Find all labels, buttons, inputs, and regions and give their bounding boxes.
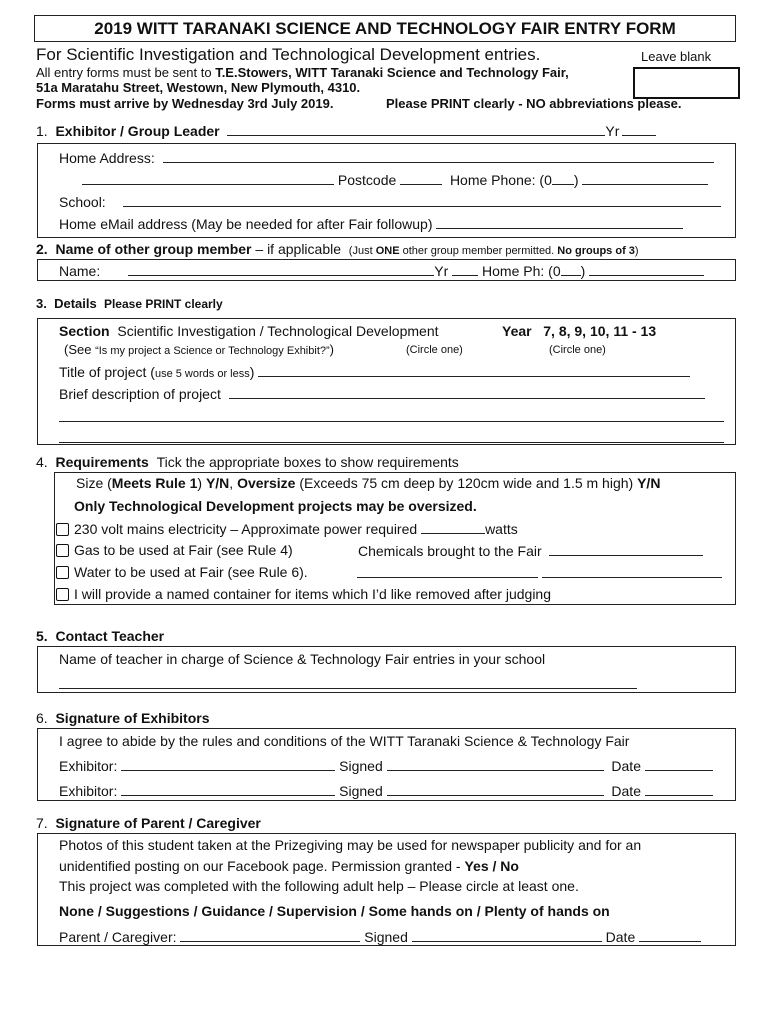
circle-one-note: (Circle one) [406, 344, 463, 356]
section-label: Signature of Parent / Caregiver [55, 815, 261, 831]
section-row [59, 323, 439, 339]
email-row [59, 215, 683, 232]
chemicals-label: Chemicals brought to the Fair [358, 543, 542, 559]
parent-label: Parent / Caregiver: [59, 929, 177, 945]
section-sub: Tick the appropriate boxes to show requirements [156, 454, 459, 470]
postcode-field[interactable] [400, 171, 442, 185]
section-number: 5. [36, 628, 48, 644]
teacher-row [59, 675, 637, 692]
exhibitor-name-field[interactable] [227, 122, 605, 136]
chemicals-field-3[interactable] [542, 564, 722, 578]
water-row [56, 564, 308, 580]
water-label: Water to be used at Fair (see Rule 6). [74, 564, 308, 580]
completed-text: This project was completed with the following adult help – Please circle at least one. [59, 878, 579, 894]
address-line: 51a Maratahu Street, Westown, New Plymouth, 4310. [36, 80, 361, 95]
exhibitor-2-row [59, 782, 713, 799]
teacher-field[interactable] [59, 675, 637, 689]
parent-date[interactable] [639, 928, 701, 942]
section-4-bottom-rule [54, 604, 736, 605]
exhibitor-1-field[interactable] [121, 757, 335, 771]
section-number: 4. [36, 454, 48, 470]
section-number: 3. [36, 296, 47, 311]
section-number: 2. [36, 241, 48, 257]
brief-label: Brief description of project [59, 386, 221, 402]
electricity-label: 230 volt mains electricity – Approximate power required [74, 521, 418, 537]
home-address-label: Home Address: [59, 150, 155, 166]
email-label: Home eMail address (May be needed for after Fair followup) [59, 216, 433, 232]
section-label: Details [54, 296, 97, 311]
electricity-checkbox[interactable] [56, 523, 69, 536]
exhibitor-2-field[interactable] [121, 782, 335, 796]
container-label: I will provide a named container for items which I’d like removed after judging [74, 586, 552, 602]
title-part: use 5 words or less [154, 368, 250, 380]
size-part: Size ( [76, 475, 112, 491]
photos-text: Photos of this student taken at the Prizegiving may be used for newspaper publicity and for an [59, 837, 642, 853]
applicable-note: – if applicable [251, 241, 342, 257]
parent-name-field[interactable] [180, 928, 360, 942]
section-sub: Please PRINT clearly [103, 297, 223, 311]
brief-row-3 [59, 429, 724, 446]
area-code-field[interactable] [552, 171, 574, 185]
postcode-row [82, 171, 708, 188]
paren: ) [573, 172, 579, 188]
office-use-box [633, 67, 740, 99]
member-phone-field[interactable] [589, 262, 704, 276]
email-field[interactable] [436, 215, 683, 229]
form-title: 2019 WITT TARANAKI SCIENCE AND TECHNOLOGY FAIR ENTRY FORM [34, 15, 736, 42]
name-label: Name: [59, 263, 101, 279]
exhibitor-year-field[interactable] [622, 122, 656, 136]
year-label: Year [502, 323, 532, 339]
school-field[interactable] [123, 193, 721, 207]
paren: ) [580, 263, 586, 279]
size-row [76, 475, 660, 491]
see-part: “Is my project a Science or Technology Exhibit?” [95, 345, 330, 357]
form-subtitle: For Scientific Investigation and Technological Development entries. [36, 45, 541, 64]
teacher-label: Name of teacher in charge of Science & Technology Fair entries in your school [59, 651, 546, 667]
note-part: No groups of 3 [557, 245, 635, 257]
year-row [502, 323, 656, 339]
section-7-heading [36, 815, 261, 831]
date-label: Date [611, 758, 641, 774]
note-part: ONE [375, 245, 400, 257]
member-row [59, 262, 704, 279]
size-part: (Exceeds 75 cm deep by 120cm wide and 1.5 m high) [295, 475, 638, 491]
note-part: (Just [348, 245, 376, 257]
parent-row [59, 928, 701, 945]
section-4-heading [36, 454, 459, 470]
gas-row [56, 542, 293, 558]
chemicals-field-1[interactable] [549, 542, 703, 556]
exhibitor-1-row [59, 757, 713, 774]
school-row [59, 193, 721, 210]
circle-one-note: (Circle one) [549, 344, 606, 356]
print-note: Please PRINT clearly - NO abbreviations please. [386, 96, 682, 111]
yr-label: Yr [605, 123, 620, 139]
section-5-box [37, 646, 736, 693]
exhibitor-2-signature[interactable] [387, 782, 604, 796]
note-part: ) [634, 245, 639, 257]
year-options[interactable]: 7, 8, 9, 10, 11 - 13 [543, 323, 657, 339]
see-part: ) [329, 342, 334, 357]
deadline-line: Forms must arrive by Wednesday 3rd July 2019. [36, 96, 334, 111]
parent-signature[interactable] [412, 928, 602, 942]
chemicals-more-row [357, 564, 722, 581]
section-6-box [37, 728, 736, 801]
section-5-heading [36, 628, 164, 644]
permission-row [59, 858, 519, 874]
brief-row-2 [59, 408, 724, 425]
section-number: 7. [36, 815, 48, 831]
exhibitor-1-signature[interactable] [387, 757, 604, 771]
section-label: Section [59, 323, 110, 339]
section-label: Exhibitor / Group Leader [55, 123, 220, 139]
note-part: other group member permitted. [399, 245, 558, 257]
section-1-box [37, 143, 736, 238]
section-2-heading [36, 241, 639, 257]
home-address-field[interactable] [163, 149, 714, 163]
postcode-label: Postcode [337, 172, 397, 188]
exhibitor-label: Exhibitor: [59, 758, 118, 774]
section-number: 1. [36, 123, 48, 139]
school-label: School: [59, 194, 106, 210]
date-label: Date [605, 929, 636, 945]
sent-to-prefix: All entry forms must be sent to [36, 65, 216, 80]
project-title-field[interactable] [258, 363, 690, 377]
description-field-2[interactable] [59, 408, 724, 422]
home-phone-field[interactable] [582, 171, 708, 185]
signed-label: Signed [364, 929, 408, 945]
gas-checkbox[interactable] [56, 544, 69, 557]
size-part: ) [197, 475, 206, 491]
section-3-box [37, 318, 736, 445]
water-checkbox[interactable] [56, 566, 69, 579]
title-row [59, 363, 690, 380]
description-field-3[interactable] [59, 429, 724, 443]
exhibitor-1-date[interactable] [645, 757, 713, 771]
section-1-heading [36, 122, 656, 139]
member-year-field[interactable] [452, 262, 478, 276]
signed-label: Signed [339, 783, 383, 799]
gas-label: Gas to be used at Fair (see Rule 4) [74, 542, 293, 558]
title-part: ) [249, 364, 255, 380]
date-label: Date [611, 783, 641, 799]
group-note [349, 245, 639, 257]
oversize-yn[interactable]: Y/N [637, 475, 661, 491]
yr-label: Yr [434, 263, 449, 279]
home-address-row [59, 149, 714, 166]
watts-label: watts [485, 521, 518, 537]
member-name-field[interactable] [128, 262, 434, 276]
container-row [56, 586, 551, 602]
brief-row [59, 385, 705, 402]
description-field-1[interactable] [229, 385, 705, 399]
section-2-box [37, 259, 736, 281]
electricity-row [56, 520, 518, 537]
see-note [64, 342, 334, 357]
section-label: Requirements [55, 454, 149, 470]
section-6-heading [36, 710, 209, 726]
help-options[interactable]: None / Suggestions / Guidance / Supervision / Some hands on / Plenty of hands on [59, 903, 610, 919]
unidentified-text: unidentified posting on our Facebook page. Permission granted - [59, 858, 465, 874]
section-options[interactable]: Scientific Investigation / Technological Development [117, 323, 439, 339]
home-ph-label: Home Ph: (0 [482, 263, 561, 279]
area-code-field[interactable] [561, 262, 581, 276]
section-label: Contact Teacher [55, 628, 165, 644]
meets-rule-yn[interactable]: Y/N [205, 475, 230, 491]
permission-yes-no[interactable]: Yes / No [464, 858, 519, 874]
section-number: 6. [36, 710, 48, 726]
title-part: Title of project ( [59, 364, 155, 380]
section-label: Signature of Exhibitors [55, 710, 210, 726]
chemicals-field-2[interactable] [357, 564, 538, 578]
watts-field[interactable] [421, 520, 485, 534]
agree-text: I agree to abide by the rules and conditions of the WITT Taranaki Science & Technology Fair [59, 733, 630, 749]
chemicals-row [358, 542, 703, 559]
address-line-2-field[interactable] [82, 171, 334, 185]
size-part: Oversize [237, 475, 296, 491]
sent-to-line [36, 65, 569, 80]
signed-label: Signed [339, 758, 383, 774]
section-label: Name of other group member [55, 241, 252, 257]
container-checkbox[interactable] [56, 588, 69, 601]
home-phone-label: Home Phone: (0 [449, 172, 552, 188]
size-part: , [229, 475, 238, 491]
sent-to-recipient: T.E.Stowers, WITT Taranaki Science and Technology Fair, [215, 65, 569, 80]
section-7-box [37, 833, 736, 946]
exhibitor-2-date[interactable] [645, 782, 713, 796]
oversize-note: Only Technological Development projects may be oversized. [74, 498, 477, 514]
section-3-heading [36, 296, 223, 311]
see-part: (See [64, 342, 96, 357]
leave-blank-label: Leave blank [641, 49, 712, 64]
exhibitor-label: Exhibitor: [59, 783, 118, 799]
size-part: Meets Rule 1 [111, 475, 198, 491]
